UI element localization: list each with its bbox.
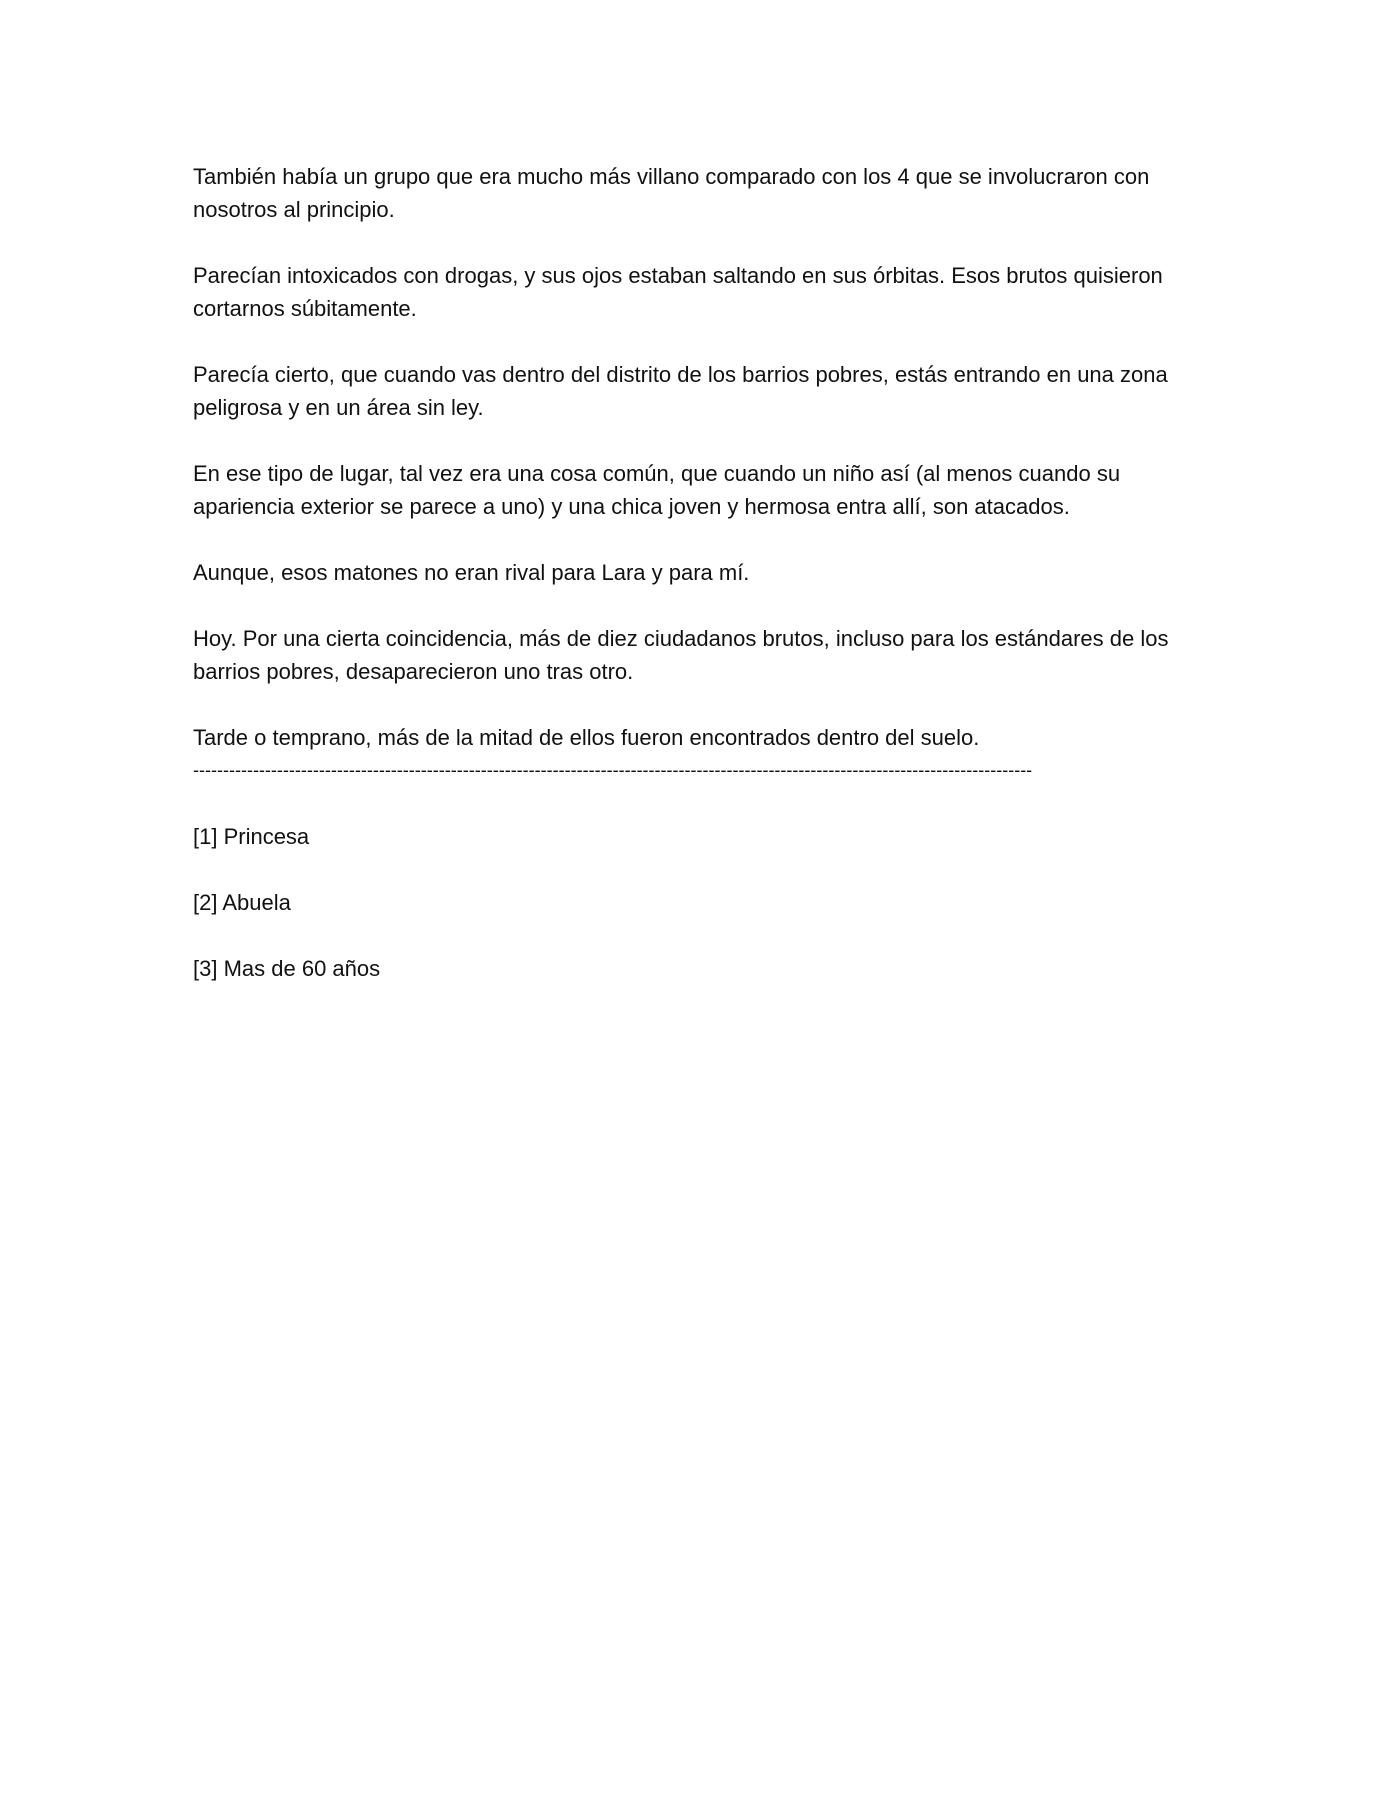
paragraph-7: Tarde o temprano, más de la mitad de ellos fueron encontrados dentro del suelo.	[193, 725, 980, 750]
paragraph-2: Parecían intoxicados con drogas, y sus ojos estaban saltando en sus órbitas. Esos brutos quisieron cortarnos súbitamente.	[193, 263, 1163, 321]
paragraph-3: Parecía cierto, que cuando vas dentro del distrito de los barrios pobres, estás entrando en una zona peligrosa y en un área sin ley.	[193, 362, 1168, 420]
footnote-separator: --------------------------------------------------------------------------------------------------------------------------------------------	[193, 760, 1033, 780]
paragraph-6: Hoy. Por una cierta coincidencia, más de diez ciudadanos brutos, incluso para los estándares de los barrios pobres, desaparecieron uno tras otro.	[193, 626, 1169, 684]
document-body	[193, 160, 1223, 1018]
footnote-2: [2] Abuela	[193, 890, 291, 915]
paragraph-1: También había un grupo que era mucho más villano comparado con los 4 que se involucraron con nosotros al principio.	[193, 164, 1150, 222]
footnote-3: [3] Mas de 60 años	[193, 956, 381, 981]
footnote-1: [1] Princesa	[193, 824, 310, 849]
paragraph-4: En ese tipo de lugar, tal vez era una cosa común, que cuando un niño así (al menos cuando su apariencia exterior se parece a uno) y una chica joven y hermosa entra allí, son atacados.	[193, 461, 1121, 519]
paragraph-5: Aunque, esos matones no eran rival para Lara y para mí.	[193, 560, 750, 585]
